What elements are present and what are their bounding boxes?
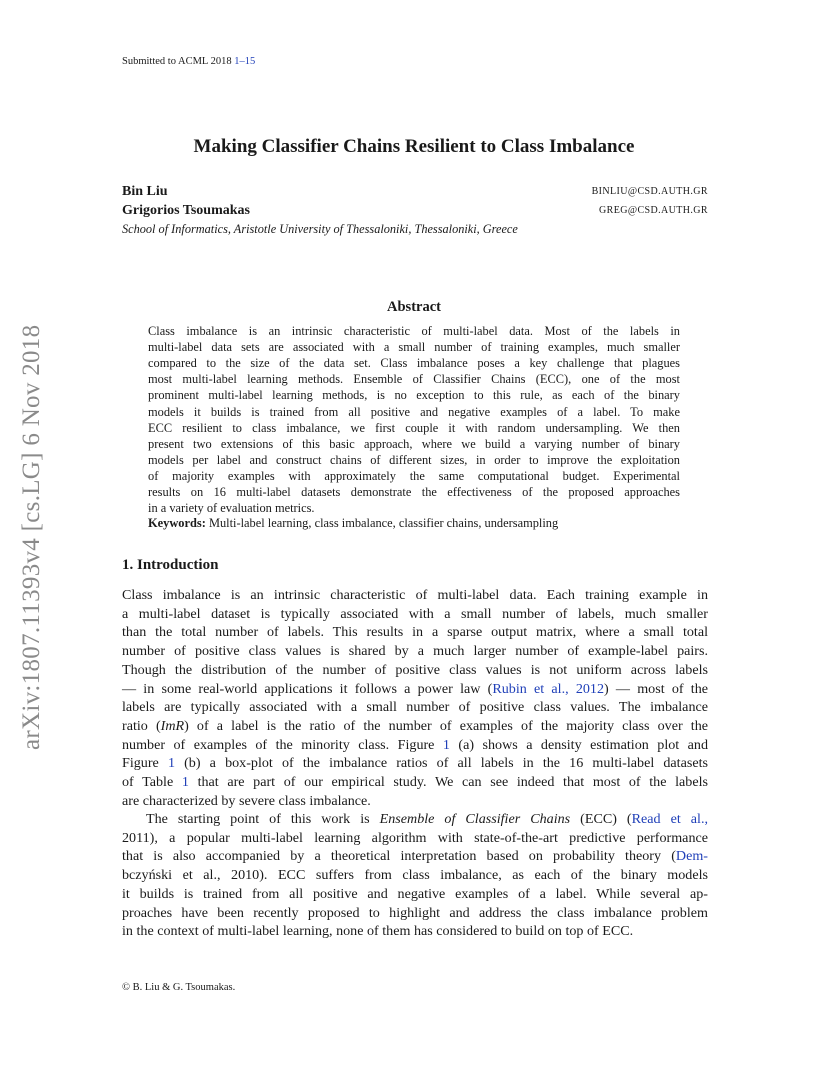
abstract-line: in a variety of evaluation metrics. xyxy=(148,501,315,516)
emphasis-text: ImR xyxy=(160,717,185,734)
section-heading: 1. Introduction xyxy=(122,557,219,573)
paragraph-line xyxy=(122,773,708,792)
body-text: (ECC) ( xyxy=(570,811,632,827)
body-text: The starting point of this work is xyxy=(146,811,380,827)
author-row xyxy=(122,184,708,200)
abstract-line: models it builds is trained from all positive and negative examples of a label. To make xyxy=(148,404,680,419)
abstract-line: compared to the size of the data set. Class imbalance poses a key challenge that plagues xyxy=(148,356,680,371)
paragraph-line xyxy=(122,754,708,773)
keywords-text: Multi-label learning, class imbalance, classifier chains, undersampling xyxy=(208,516,559,530)
page-range-link[interactable]: 1–15 xyxy=(234,56,256,67)
paragraph-line xyxy=(122,847,708,866)
body-text: Though the distribution of the number of positive class values is not uniform across labels xyxy=(122,661,708,678)
body-text: that is also accompanied by a theoretical interpretation based on probability theory ( xyxy=(122,848,676,865)
affiliation: School of Informatics, Aristotle University of Thessaloniki, Thessaloniki, Greece xyxy=(122,222,518,236)
abstract-line: models per label and construct chains of different sizes, in order to improve the exploitation xyxy=(148,452,680,467)
paragraph-line xyxy=(122,698,708,717)
body-text: ), a popular multi-label learning algorithm with state-of-the-art predictive performance xyxy=(149,829,708,846)
copyright-text: B. Liu & G. Tsoumakas. xyxy=(132,982,236,993)
arxiv-stamp[interactable] xyxy=(18,290,50,750)
author-email[interactable]: GREG@CSD.AUTH.GR xyxy=(599,205,708,216)
citation-link[interactable]: 1 xyxy=(442,736,450,753)
citation-link[interactable]: Rubin et al., 2012 xyxy=(492,680,605,697)
body-text: 2011 xyxy=(122,829,150,846)
paragraph-line xyxy=(122,605,708,624)
copyright-footer xyxy=(122,982,235,993)
body-text: that are part of our empirical study. We can see indeed that most of the labels xyxy=(188,774,708,790)
body-text: of Table xyxy=(122,774,182,790)
paragraph-line xyxy=(122,661,708,680)
body-text: Figure xyxy=(122,755,168,772)
abstract-heading: Abstract xyxy=(387,299,441,315)
body-text: number of examples of the minority class. Figure xyxy=(122,736,443,753)
paragraph-line xyxy=(122,792,708,811)
paragraph-line xyxy=(122,717,708,736)
arxiv-id-text: arXiv:1807.11393v4 [cs.LG] 6 Nov 2018 xyxy=(18,324,45,750)
submission-text: Submitted to ACML 2018 xyxy=(122,56,232,67)
body-text: (b) a box-plot of the imbalance ratios of all labels in the 16 multi-label datasets xyxy=(174,755,708,772)
body-text: labels are typically associated with a small number of positive class values. The imbalance xyxy=(122,699,708,716)
body-text: in the context of multi-label learning, none of them has considered to build on top of ECC. xyxy=(122,923,634,940)
keywords xyxy=(148,516,558,531)
paper-title: Making Classifier Chains Resilient to Class Imbalance xyxy=(193,136,635,157)
paragraph-line xyxy=(122,623,708,642)
author-name: Grigorios Tsoumakas xyxy=(122,203,250,218)
author-name: Bin Liu xyxy=(122,184,168,199)
copyright-icon: © xyxy=(122,982,130,993)
paragraph-line xyxy=(122,866,708,885)
body-text: ) of a label is the ratio of the number of examples of the majority class over the xyxy=(184,717,708,734)
body-text: (a) shows a density estimation plot and xyxy=(449,736,708,753)
body-text: proaches have been recently proposed to highlight and address the class imbalance problem xyxy=(122,904,708,921)
keywords-label: Keywords: xyxy=(148,516,206,530)
paragraph-line xyxy=(122,680,708,699)
body-text: Class imbalance is an intrinsic characteristic of multi-label data. Each training example in xyxy=(122,587,708,603)
citation-link[interactable]: 1 xyxy=(167,755,175,772)
paragraph-line xyxy=(122,829,708,848)
body-text: ). ECC suffers from class imbalance, as each of the binary models xyxy=(259,867,709,884)
body-text: than the total number of labels. This results in a sparse output matrix, where a small total xyxy=(122,624,708,641)
paragraph-line xyxy=(122,810,708,829)
body-text: ratio ( xyxy=(122,717,161,734)
author-email[interactable]: BINLIU@CSD.AUTH.GR xyxy=(591,186,708,197)
abstract-line: of majority examples with approximately the same computational budget. Experimental xyxy=(148,468,680,483)
body-text: bczyński et al., 2010 xyxy=(122,867,260,884)
body-text: are characterized by severe class imbalance. xyxy=(122,792,371,809)
paragraph-line xyxy=(122,586,708,605)
abstract-line: results on 16 multi-label datasets demonstrate the effectiveness of the proposed approaches xyxy=(148,485,680,499)
abstract-line: most multi-label learning methods. Ensemble of Classifier Chains (ECC), one of the most xyxy=(148,372,680,387)
abstract-line: multi-label data sets are associated with a small number of training examples, much smaller xyxy=(148,340,680,355)
citation-link[interactable]: 1 xyxy=(181,774,189,790)
paragraph-line xyxy=(122,736,708,755)
abstract-line: Class imbalance is an intrinsic characteristic of multi-label data. Most of the labels in xyxy=(148,324,680,338)
abstract-line: ECC resilient to class imbalance, we first couple it with random undersampling. We then xyxy=(148,420,680,435)
citation-link[interactable]: Read et al., xyxy=(631,811,708,827)
body-text: ) — most of the xyxy=(604,680,709,697)
abstract-line: present two extensions of this basic approach, where we build a varying number of binary xyxy=(148,436,680,451)
body-text: it builds is trained from all positive and negative examples of a label. While several ap- xyxy=(122,885,708,902)
citation-link[interactable]: Dem- xyxy=(675,848,708,865)
paragraph-line xyxy=(122,904,708,923)
paragraph-line xyxy=(122,642,708,661)
author-row xyxy=(122,203,708,219)
body-text: a multi-label dataset is typically associated with a small number of labels, much smaller xyxy=(122,605,708,622)
emphasis-text: Ensemble of Classifier Chains xyxy=(379,811,571,827)
body-text: — in some real-world applications it follows a power law ( xyxy=(122,680,493,697)
abstract-line: prominent multi-label learning methods, is no exception to this rule, as each of the binary xyxy=(148,388,680,403)
paragraph-line xyxy=(122,885,708,904)
body-text: number of positive class values is shared by a much larger number of example-label pairs. xyxy=(122,643,708,660)
paragraph-line xyxy=(122,922,708,941)
submission-note xyxy=(122,56,255,67)
